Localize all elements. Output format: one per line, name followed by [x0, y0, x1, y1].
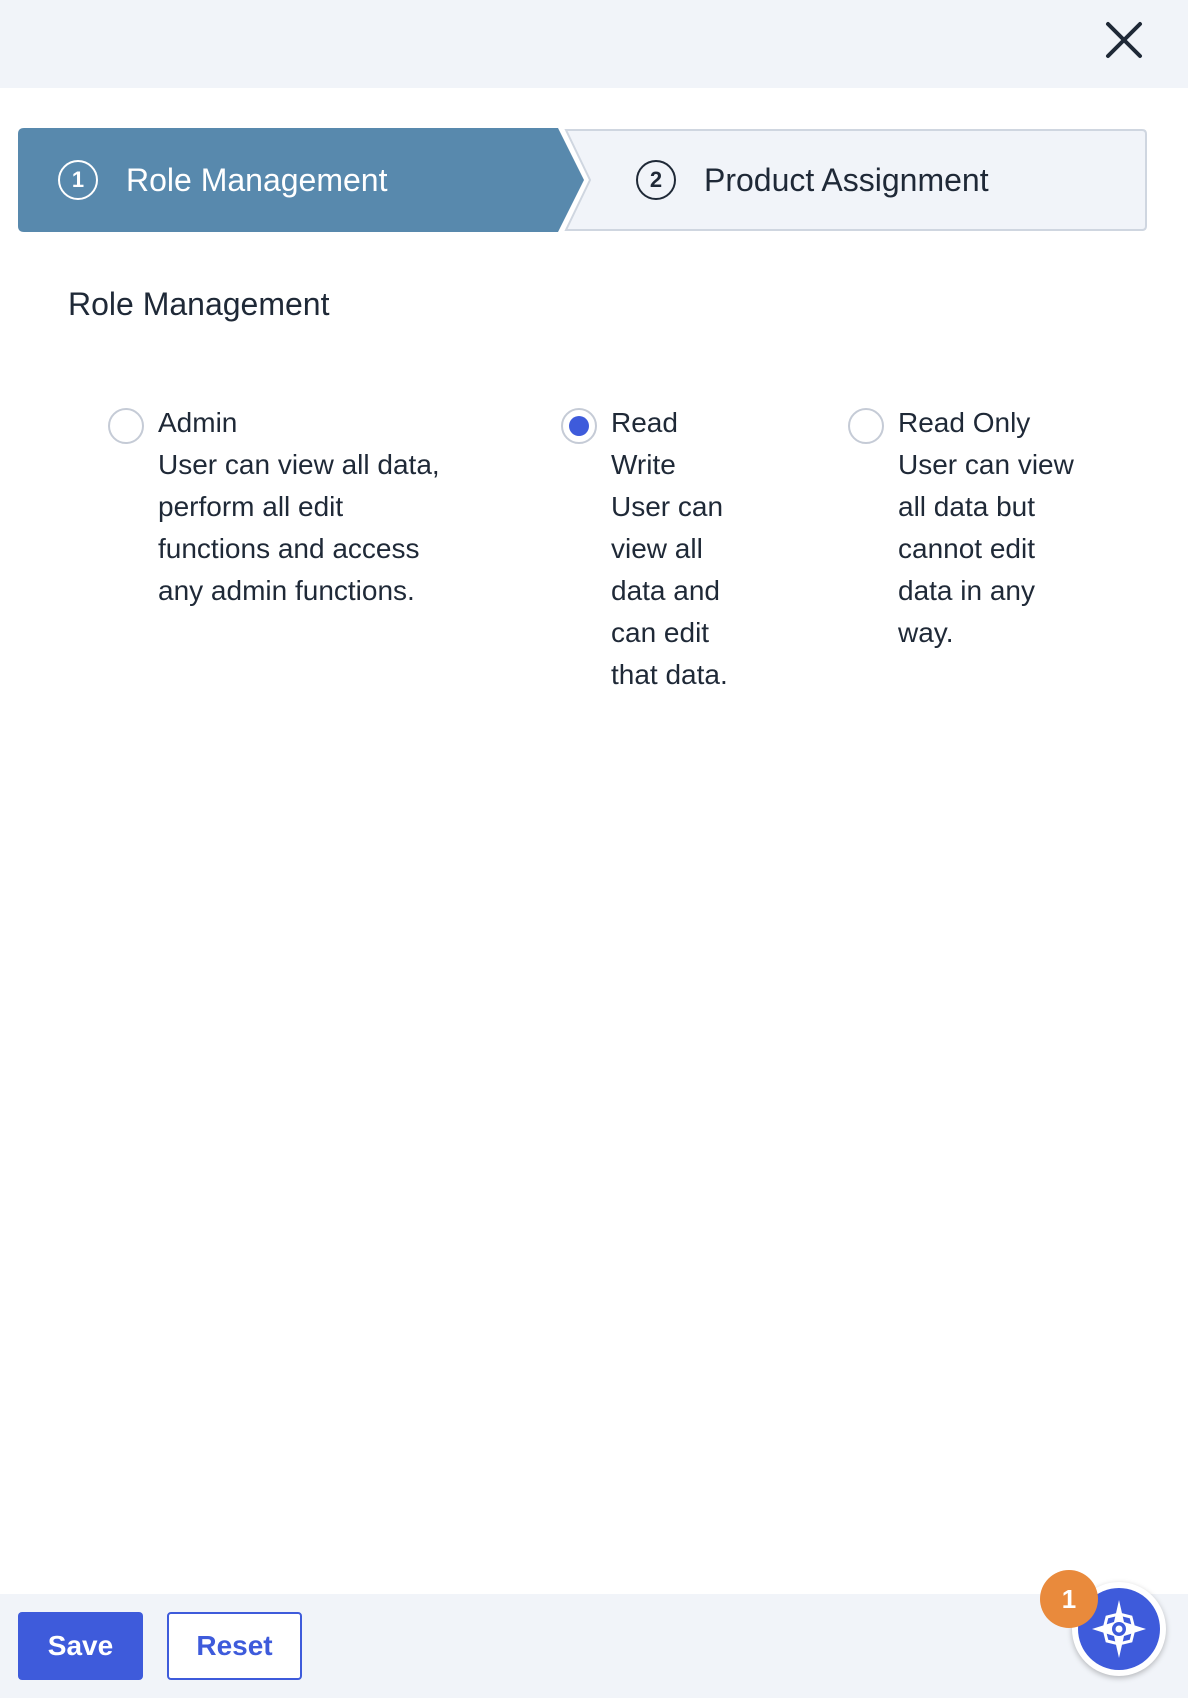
- role-option-admin[interactable]: [108, 402, 458, 612]
- save-button[interactable]: Save: [18, 1612, 143, 1680]
- notification-badge: 1: [1040, 1570, 1098, 1628]
- role-label: Read Only: [898, 407, 1031, 438]
- role-description: User can view all data, perform all edit functions and access any admin functions.: [158, 449, 440, 606]
- role-label: Admin: [158, 407, 238, 438]
- stepper: [18, 128, 1148, 232]
- role-option-read-only[interactable]: [848, 402, 1078, 654]
- radio-read-only[interactable]: [848, 408, 884, 444]
- step-role-management[interactable]: [58, 128, 387, 232]
- close-icon: [1104, 20, 1144, 60]
- radio-admin[interactable]: [108, 408, 144, 444]
- step-label: Product Assignment: [704, 161, 989, 198]
- dialog-header: [0, 0, 1188, 88]
- close-button[interactable]: [1098, 14, 1150, 66]
- radio-read-write[interactable]: [561, 408, 597, 444]
- step-label: Role Management: [126, 161, 388, 198]
- role-label: Read Write: [611, 407, 678, 480]
- role-option-read-write[interactable]: [561, 402, 741, 696]
- role-description: User can view all data and can edit that data.: [611, 491, 728, 690]
- role-description: User can view all data but cannot edit data in any way.: [898, 449, 1074, 648]
- step-number: 1: [58, 160, 98, 200]
- section-title: Role Management: [68, 286, 330, 322]
- step-product-assignment[interactable]: [636, 128, 989, 232]
- reset-button[interactable]: Reset: [167, 1612, 302, 1680]
- step-number: 2: [636, 160, 676, 200]
- radio-selected-dot: [569, 416, 589, 436]
